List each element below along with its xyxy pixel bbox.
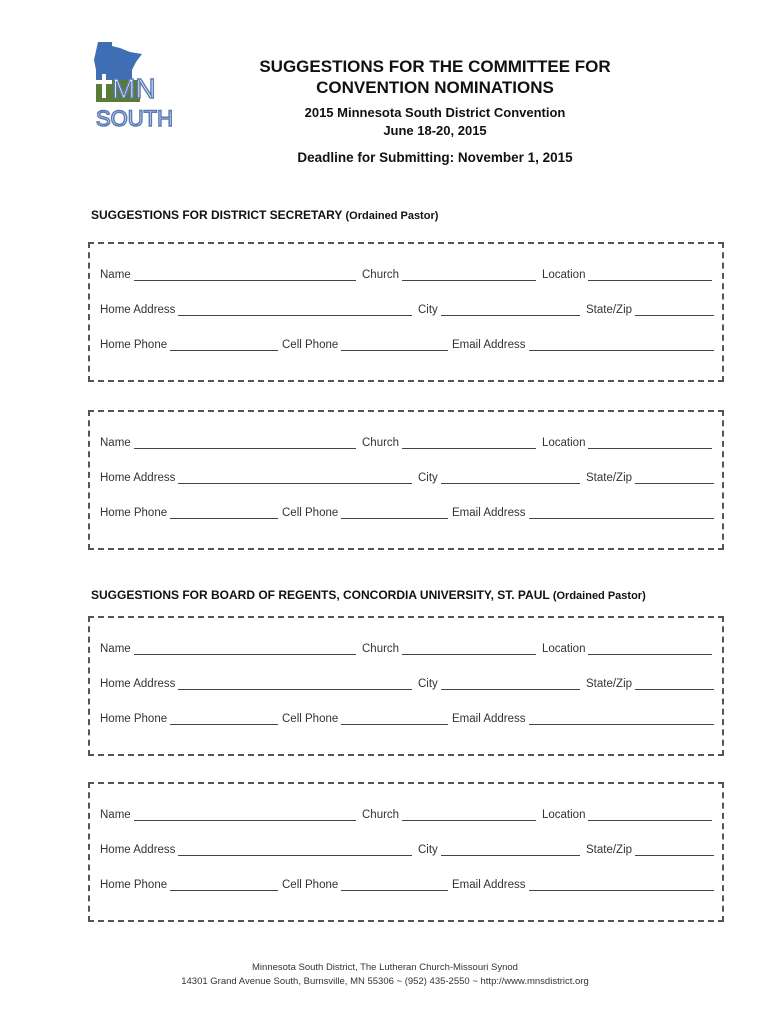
email-field[interactable] [529, 878, 714, 891]
name-field[interactable] [134, 642, 356, 655]
nomination-box-1 [88, 242, 724, 382]
church-label: Church [362, 643, 400, 655]
nomination-box-2 [88, 410, 724, 550]
city-field[interactable] [441, 303, 580, 316]
title-line-1: SUGGESTIONS FOR THE COMMITTEE FOR [259, 57, 611, 76]
row-name [100, 808, 712, 824]
email-field[interactable] [529, 338, 714, 351]
home-address-field[interactable] [178, 303, 412, 316]
location-field[interactable] [588, 808, 712, 821]
row-contact [100, 712, 712, 728]
church-label: Church [362, 437, 400, 449]
title-line-2: CONVENTION NOMINATIONS [316, 78, 554, 97]
email-label: Email Address [452, 879, 526, 891]
church-field[interactable] [402, 268, 536, 281]
state-zip-field[interactable] [635, 471, 714, 484]
nomination-box-3 [88, 616, 724, 756]
city-field[interactable] [441, 843, 580, 856]
logo-mn-text: MN [112, 73, 156, 104]
city-field[interactable] [441, 471, 580, 484]
document-header [200, 56, 670, 140]
state-zip-field[interactable] [635, 303, 714, 316]
row-address [100, 843, 712, 859]
home-phone-label: Home Phone [100, 713, 168, 725]
cell-phone-label: Cell Phone [282, 507, 339, 519]
city-label: City [418, 844, 438, 856]
home-phone-label: Home Phone [100, 339, 168, 351]
deadline: Deadline for Submitting: November 1, 2015 [297, 150, 573, 165]
state-zip-label: State/Zip [586, 678, 633, 690]
city-label: City [418, 678, 438, 690]
home-address-field[interactable] [178, 677, 412, 690]
row-address [100, 303, 712, 319]
cell-phone-field[interactable] [341, 506, 448, 519]
name-label: Name [100, 809, 131, 821]
state-zip-label: State/Zip [586, 304, 633, 316]
cell-phone-label: Cell Phone [282, 339, 339, 351]
state-zip-label: State/Zip [586, 472, 633, 484]
name-field[interactable] [134, 436, 356, 449]
section-heading-note: (Ordained Pastor) [345, 210, 439, 222]
row-contact [100, 506, 712, 522]
cell-phone-field[interactable] [341, 712, 448, 725]
state-zip-field[interactable] [635, 677, 714, 690]
row-address [100, 471, 712, 487]
church-field[interactable] [402, 436, 536, 449]
nomination-box-4 [88, 782, 724, 922]
location-label: Location [542, 643, 586, 655]
home-address-field[interactable] [178, 471, 412, 484]
home-address-field[interactable] [178, 843, 412, 856]
home-address-label: Home Address [100, 304, 176, 316]
section-heading-note: (Ordained Pastor) [552, 590, 646, 602]
city-field[interactable] [441, 677, 580, 690]
location-label: Location [542, 269, 586, 281]
name-label: Name [100, 643, 131, 655]
row-name [100, 436, 712, 452]
home-phone-field[interactable] [170, 878, 278, 891]
section-heading-text: SUGGESTIONS FOR DISTRICT SECRETARY [91, 208, 343, 222]
section-heading-board-of-regents [91, 588, 646, 602]
church-field[interactable] [402, 642, 536, 655]
email-label: Email Address [452, 339, 526, 351]
logo-south-text: SOUTH [96, 106, 173, 131]
section-heading-district-secretary [91, 208, 438, 222]
email-label: Email Address [452, 507, 526, 519]
name-field[interactable] [134, 808, 356, 821]
name-field[interactable] [134, 268, 356, 281]
cell-phone-label: Cell Phone [282, 879, 339, 891]
cell-phone-field[interactable] [341, 878, 448, 891]
row-address [100, 677, 712, 693]
home-phone-field[interactable] [170, 506, 278, 519]
row-name [100, 268, 712, 284]
subtitle: 2015 Minnesota South District Convention [304, 105, 566, 120]
church-label: Church [362, 269, 400, 281]
location-field[interactable] [588, 642, 712, 655]
location-field[interactable] [588, 268, 712, 281]
church-label: Church [362, 809, 400, 821]
mn-south-logo [90, 40, 185, 132]
location-field[interactable] [588, 436, 712, 449]
footer-organization: Minnesota South District, The Lutheran Church-Missouri Synod [252, 962, 518, 973]
cell-phone-field[interactable] [341, 338, 448, 351]
home-address-label: Home Address [100, 472, 176, 484]
home-phone-label: Home Phone [100, 879, 168, 891]
cell-phone-label: Cell Phone [282, 713, 339, 725]
email-label: Email Address [452, 713, 526, 725]
row-contact [100, 878, 712, 894]
location-label: Location [542, 809, 586, 821]
state-zip-label: State/Zip [586, 844, 633, 856]
city-label: City [418, 472, 438, 484]
name-label: Name [100, 269, 131, 281]
home-phone-label: Home Phone [100, 507, 168, 519]
convention-date: June 18-20, 2015 [383, 123, 487, 138]
row-contact [100, 338, 712, 354]
home-phone-field[interactable] [170, 712, 278, 725]
email-field[interactable] [529, 712, 714, 725]
section-heading-text: SUGGESTIONS FOR BOARD OF REGENTS, CONCORDIA UNIVERSITY, ST. PAUL [91, 588, 550, 602]
row-name [100, 642, 712, 658]
email-field[interactable] [529, 506, 714, 519]
home-address-label: Home Address [100, 844, 176, 856]
home-phone-field[interactable] [170, 338, 278, 351]
church-field[interactable] [402, 808, 536, 821]
city-label: City [418, 304, 438, 316]
home-address-label: Home Address [100, 678, 176, 690]
footer-address: 14301 Grand Avenue South, Burnsville, MN 55306 ~ (952) 435-2550 ~ http://www.mnsdistrict.org [181, 976, 589, 987]
location-label: Location [542, 437, 586, 449]
name-label: Name [100, 437, 131, 449]
state-zip-field[interactable] [635, 843, 714, 856]
